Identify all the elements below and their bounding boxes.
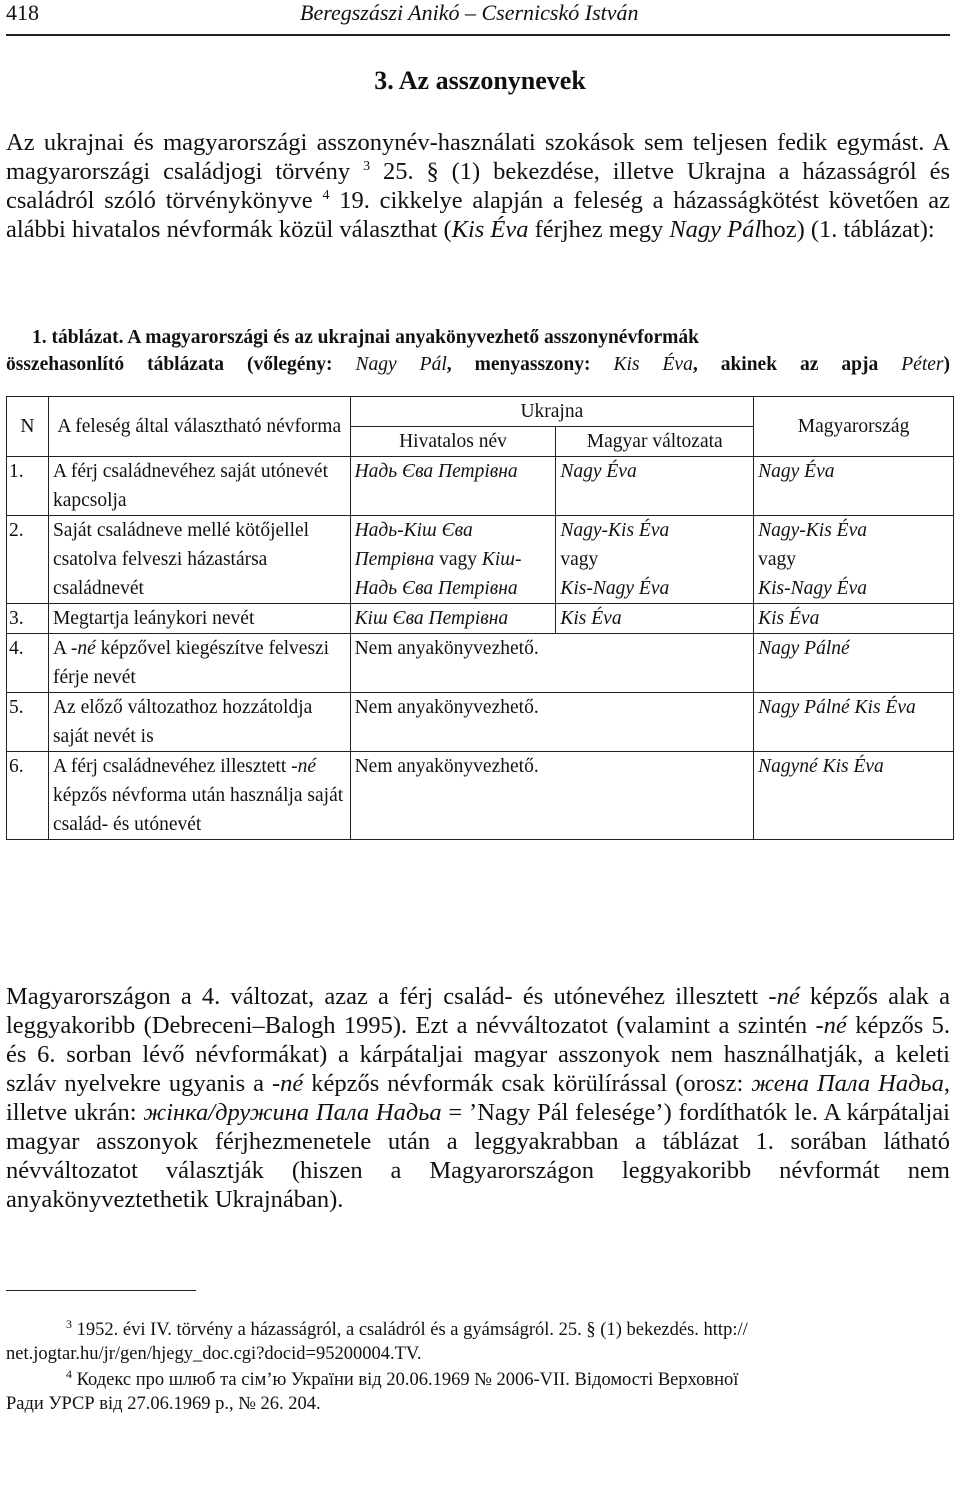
intro-text-3: 19. cikkelye alapján a feleség a házasságkötést követően az alábbi hivatalos névformák közül választhat (	[6, 187, 950, 243]
footnote-4-text: Кодекс про шлюб та сім’ю України від 20.06.1969 № 2006-VII. Відомості Верховної	[72, 1370, 739, 1390]
desc-pre: A férj családnevéhez illesztett	[52, 756, 292, 777]
table-row	[7, 516, 954, 604]
page-number: 418	[6, 0, 39, 25]
footnote-4	[6, 1368, 950, 1416]
conclusion-text-1: Magyarországon a 4. változat, azaz a férj család- és utónevéhez illesztett	[6, 983, 769, 1010]
row-hungarian-variant: Nagy Éva	[556, 457, 754, 516]
hungary-option-a: Nagy-Kis Éva	[758, 520, 867, 541]
footnote-3-url[interactable]: net.jogtar.hu/jr/gen/hjegy_doc.cgi?docid=95200004.TV.	[6, 1344, 422, 1364]
variant-option-b: Kis-Nagy Éva	[560, 578, 670, 599]
caption-text-2: összehasonlító táblázata (vőlegény:	[6, 354, 356, 375]
conclusion-text-5: , illetve ukrán:	[6, 1070, 951, 1126]
row-hungary-form: Kis Éva	[754, 604, 954, 634]
row-hungary-form: Nagyné Kis Éva	[754, 752, 954, 840]
intro-text-2: 25. § (1) bekezdése, illetve Ukrajna a házasságról és családról szóló törvénykönyve	[6, 158, 950, 214]
intro-text-5: hoz) (1. táblázat):	[761, 216, 935, 243]
row-hungarian-variant	[556, 516, 754, 604]
conclusion-text-4: képzős névformák csak körülírással (orosz:	[303, 1070, 752, 1097]
table-header-row	[7, 397, 954, 427]
row-description: Saját családneve mellé kötőjellel csatolva felveszi házastársa családnevét	[48, 516, 350, 604]
header-rule	[6, 34, 950, 36]
conclusion-paragraph	[6, 982, 950, 1214]
caption-text-3: , menyasszony:	[446, 354, 614, 375]
name-forms-table	[6, 396, 954, 840]
caption-bride: Kis Éva	[613, 354, 693, 375]
page-header	[6, 0, 950, 30]
intro-paragraph	[6, 128, 950, 244]
row-hungary-form: Nagy Éva	[754, 457, 954, 516]
row-number: 2.	[7, 516, 49, 604]
desc-suffix: -né	[70, 638, 96, 659]
desc-pre: A	[52, 638, 71, 659]
row-ukraine-status: Nem anyakönyvezhető.	[350, 752, 754, 840]
row-number: 3.	[7, 604, 49, 634]
table-row	[7, 457, 954, 516]
conclusion-text-6: = ’Nagy Pál felesége’) fordíthatók le. A kárpátaljai magyar asszonyok férjhezmenetele után a leggyakrabban a táblázat 1. sorában látható névváltozatot választják (hiszen a Magyarországon leggyakoribb névformát nem anyakönyveztethetik Ukrajnában).	[6, 1099, 950, 1213]
intro-bride-name: Kis Éva	[451, 216, 529, 243]
row-official-name: Кіш Єва Петрівна	[350, 604, 556, 634]
header-official: Hivatalos név	[350, 427, 556, 457]
caption-text-4: , akinek az apja	[692, 354, 902, 375]
row-ukraine-status: Nem anyakönyvezhető.	[350, 634, 754, 693]
header-form: A feleség által választható névforma	[48, 397, 350, 457]
conclusion-text-3: képzős 5. és 6. sorban lévő névformákat) a kárpátaljai magyar asszonyok nem használhatják, a keleti szláv nyelvekre ugyanis a	[6, 1012, 950, 1097]
header-hungary: Magyarország	[754, 397, 954, 457]
caption-text-1: A magyarországi és az ukrajnai anyakönyvezhető asszonynévformák	[123, 327, 699, 348]
row-hungary-form: Nagy Pálné	[754, 634, 954, 693]
table-row	[7, 604, 954, 634]
caption-label: 1. táblázat.	[32, 327, 124, 348]
row-description	[48, 634, 350, 693]
table-row	[7, 752, 954, 840]
intro-text-4: férjhez megy	[528, 216, 670, 243]
table-row	[7, 634, 954, 693]
hungary-or: vagy	[758, 549, 797, 570]
official-option-b: Кіш-Надь Єва Петрівна	[354, 549, 522, 599]
table-row	[7, 693, 954, 752]
header-ukraine: Ukrajna	[350, 397, 754, 427]
footnote-rule	[6, 1290, 196, 1291]
row-description: Megtartja leánykori nevét	[48, 604, 350, 634]
variant-option-a: Nagy-Kis Éva	[560, 520, 670, 541]
caption-groom: Nagy Pál	[355, 354, 447, 375]
header-hungarian-variant: Magyar változata	[556, 427, 754, 457]
caption-father: Péter	[901, 354, 944, 375]
row-number: 4.	[7, 634, 49, 693]
row-official-name	[350, 516, 556, 604]
row-hungary-form: Nagy Pálné Kis Éva	[754, 693, 954, 752]
header-n: N	[7, 397, 49, 457]
desc-post: képzővel kiegészítve felveszi férje nevét	[52, 638, 330, 688]
running-title: Beregszászi Anikó – Csernicskó István	[300, 0, 639, 25]
ukrainian-phrase: жінка/дружина Пала Надьа	[143, 1099, 442, 1126]
intro-text-1: Az ukrajnai és magyarországi asszonynév-használati szokások sem teljesen fedik egymást. A magyarországi családjogi törvény	[6, 129, 950, 185]
intro-groom-name: Nagy Pál	[669, 216, 762, 243]
row-description: A férj családnevéhez saját utónevét kapcsolja	[48, 457, 350, 516]
official-option-a: Надь-Кіш Єва Петрівна	[354, 520, 473, 570]
desc-suffix: -né	[291, 756, 317, 777]
caption-text-5: )	[943, 354, 950, 375]
conclusion-text-2: képzős alak a leggyakoribb (Debreceni–Balogh 1995). Ezt a névváltozatot (valamint a szintén	[6, 983, 950, 1039]
official-or: vagy	[439, 549, 477, 570]
row-ukraine-status: Nem anyakönyvezhető.	[350, 693, 754, 752]
section-title: 3. Az asszonynevek	[374, 66, 586, 95]
hungary-option-b: Kis-Nagy Éva	[758, 578, 867, 599]
footnote-ref-4[interactable]: 4	[322, 188, 330, 203]
row-hungary-form	[754, 516, 954, 604]
table-caption	[6, 324, 950, 378]
suffix-ne-3: -né	[271, 1070, 304, 1097]
row-number: 1.	[7, 457, 49, 516]
russian-phrase: жена Пала Надьа	[751, 1070, 944, 1097]
footnote-3	[6, 1318, 950, 1366]
variant-or: vagy	[560, 549, 599, 570]
footnote-4-marker: 4	[66, 1367, 72, 1381]
footnote-ref-3[interactable]: 3	[363, 159, 371, 174]
row-official-name: Надь Єва Петрівна	[350, 457, 556, 516]
row-number: 5.	[7, 693, 49, 752]
row-description: Az előző változathoz hozzátoldja saját nevét is	[48, 693, 350, 752]
footnote-3-text: 1952. évi IV. törvény a házasságról, a családról és a gyámságról. 25. § (1) bekezdés. http://	[72, 1320, 748, 1340]
footnote-4-text-cont: Ради УРСР від 27.06.1969 р., № 26. 204.	[6, 1394, 321, 1414]
footnote-3-marker: 3	[66, 1317, 72, 1331]
row-hungarian-variant: Kis Éva	[556, 604, 754, 634]
row-description	[48, 752, 350, 840]
suffix-ne-2: -né	[815, 1012, 847, 1039]
suffix-ne-1: -né	[768, 983, 800, 1010]
desc-post: képzős névforma után használja saját család- és utónevét	[52, 785, 344, 835]
row-number: 6.	[7, 752, 49, 840]
